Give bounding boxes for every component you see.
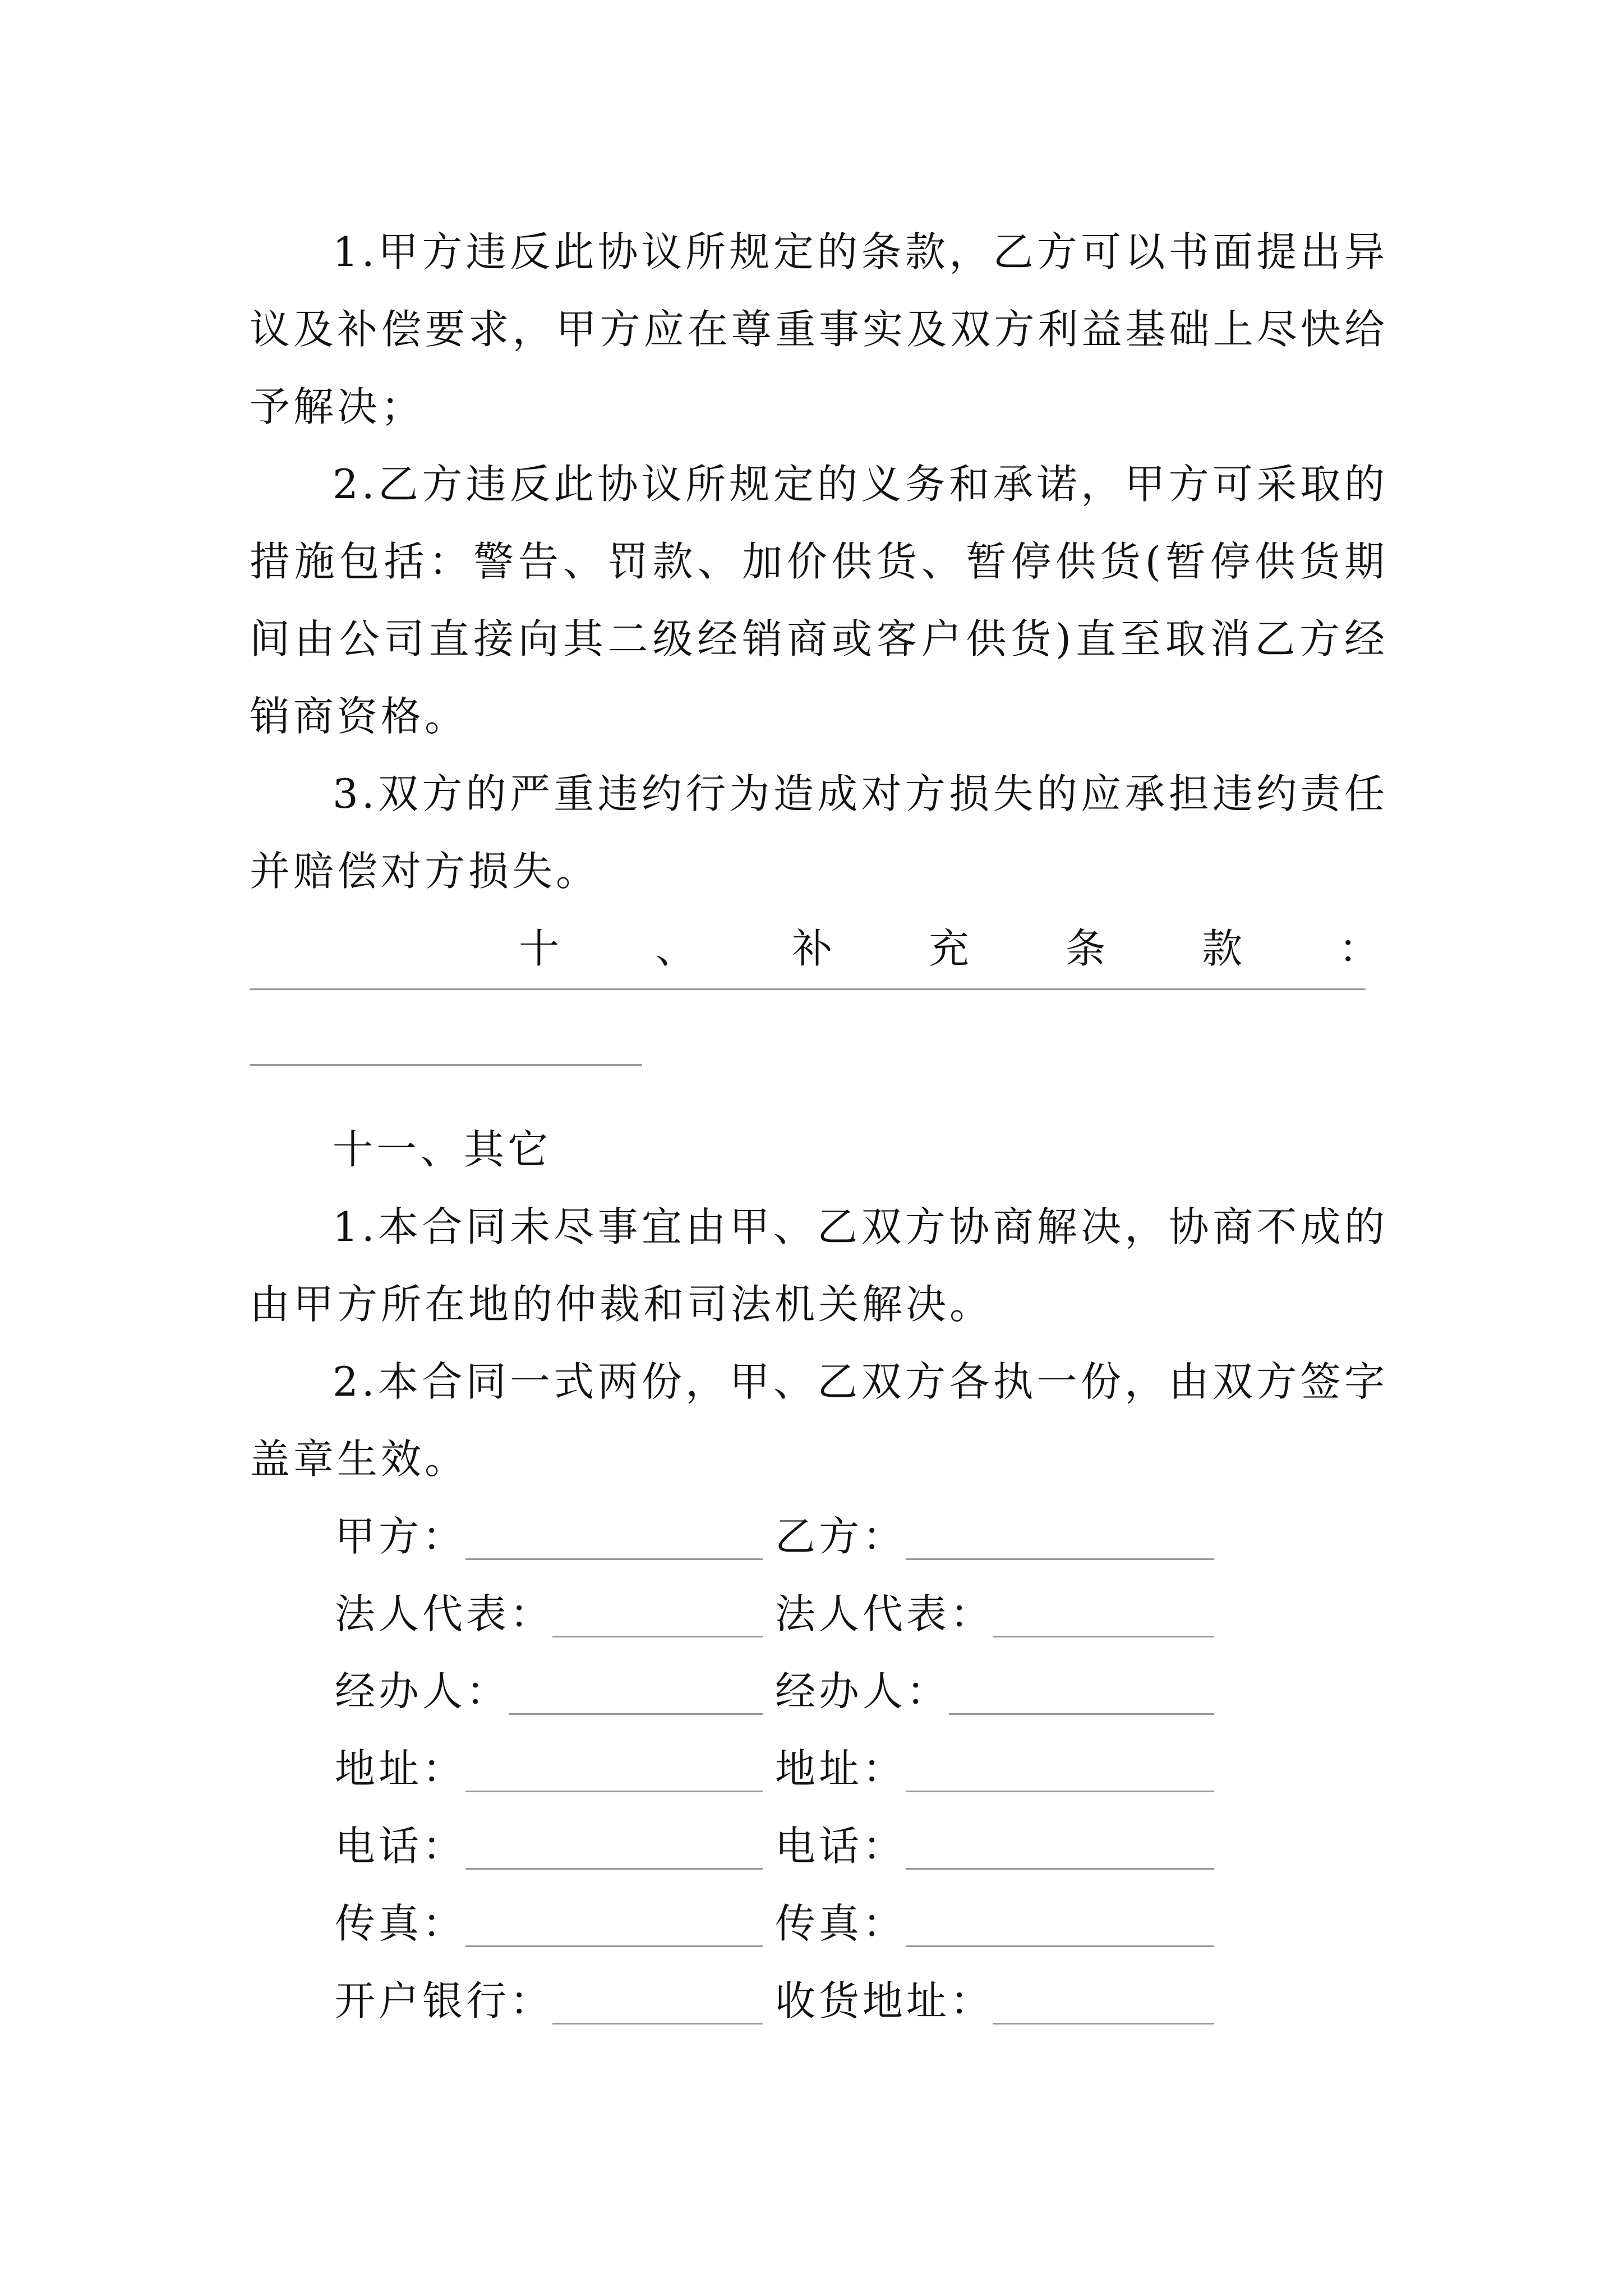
heading-char: 补 [792,925,836,972]
address-a-blank [465,1791,763,1792]
legal-rep-b-label: 法人代表： [775,1590,994,1637]
fax-b-label: 传真： [775,1900,907,1947]
signature-row [250,1575,1388,1653]
phone-b-blank [906,1868,1214,1870]
party-a-blank [465,1558,763,1560]
address-b-blank [906,1791,1214,1792]
party-b-blank [906,1558,1214,1560]
signature-row [250,1885,1388,1962]
legal-rep-b-blank [993,1636,1214,1637]
supplementary-terms-blank-line [250,988,1366,990]
bank-label: 开户银行： [335,1977,554,2024]
signature-row [250,1498,1388,1575]
phone-a-blank [465,1868,763,1870]
party-a-label: 甲方： [335,1513,467,1560]
party-b-label: 乙方： [775,1513,907,1560]
fax-a-label: 传真： [335,1900,467,1947]
signature-row [250,1730,1388,1807]
handler-b-label: 经办人： [775,1668,951,1715]
phone-b-label: 电话： [775,1823,907,1870]
clause-paragraph: 1.甲方违反此协议所规定的条款，乙方可以书面提出异议及补偿要求，甲方应在尊重事实及双方利益基础上尽快给予解决； [250,228,1388,430]
clause-paragraph: 3.双方的严重违约行为造成对方损失的应承担违约责任并赔偿对方损失。 [250,770,1388,895]
phone-a-label: 电话： [335,1823,467,1870]
clause-paragraph: 1.本合同未尽事宜由甲、乙双方协商解决，协商不成的由甲方所在地的仲裁和司法机关解决。 [250,1203,1388,1328]
heading-char: 充 [928,925,972,972]
handler-b-blank [949,1713,1214,1715]
bank-blank [552,2023,763,2024]
address-b-label: 地址： [775,1745,907,1792]
handler-a-blank [509,1713,763,1715]
legal-rep-a-blank [552,1636,763,1637]
document-body [250,213,1388,2040]
legal-rep-a-label: 法人代表： [335,1590,554,1637]
signature-row [250,1653,1388,1730]
fax-a-blank [465,1945,763,1947]
heading-char: ： [1338,925,1382,972]
heading-char: 款 [1202,925,1246,972]
heading-char: 条 [1065,925,1109,972]
clause-paragraph: 2.乙方违反此协议所规定的义务和承诺，甲方可采取的措施包括：警告、罚款、加价供货、暂停供货(暂停供货期间由公司直接向其二级经销商或客户供货)直至取消乙方经销商资格。 [250,461,1388,740]
handler-a-label: 经办人： [335,1668,510,1715]
fax-b-blank [906,1945,1214,1947]
section-heading-supplementary-terms [250,910,1388,987]
section-heading-other: 十一、其它 [333,1126,552,1173]
heading-char: 、 [655,925,699,972]
clause-paragraph: 2.本合同一式两份，甲、乙双方各执一份，由双方签字盖章生效。 [250,1358,1388,1483]
delivery-address-label: 收货地址： [775,1977,994,2024]
signature-block [250,1498,1388,2040]
address-a-label: 地址： [335,1745,467,1792]
signature-row [250,1807,1388,1885]
heading-char: 十 [519,925,563,972]
delivery-address-blank [993,2023,1214,2024]
signature-row [250,1962,1388,2040]
